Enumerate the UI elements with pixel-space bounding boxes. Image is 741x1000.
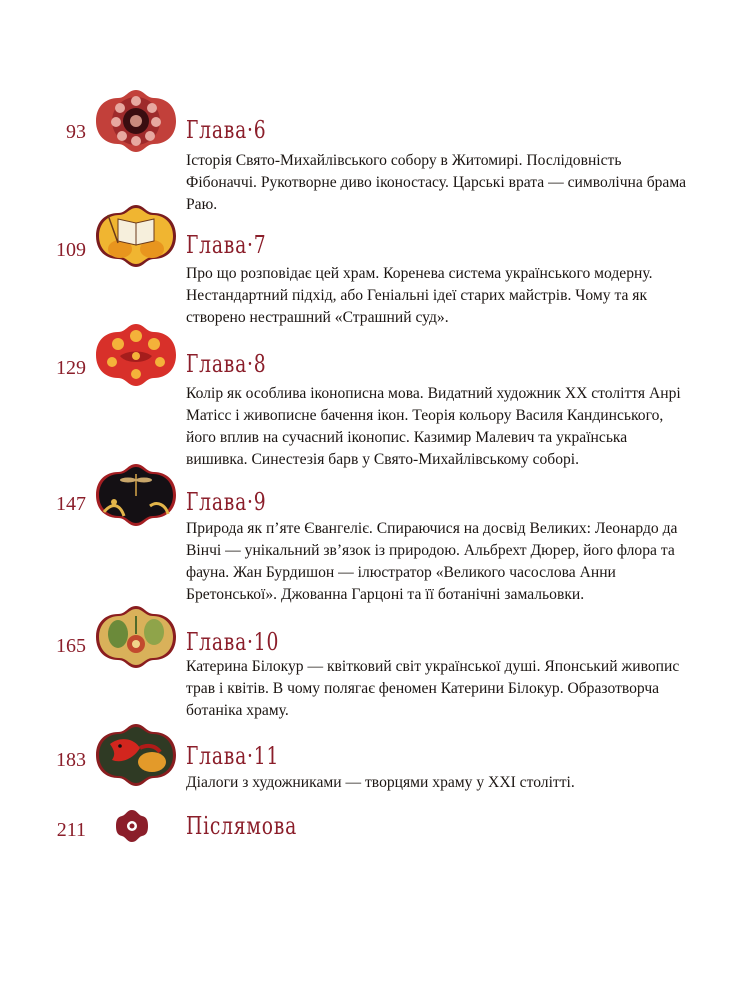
chapter-description: Історія Свято-Михайлівського собору в Житомирі. Послідовність Фібоначчі. Рукотворне диво іконостасу. Царські врата — символічна брама Раю.	[186, 152, 687, 213]
chapter-description: Про що розповідає цей храм. Коренева система українського модерну. Нестандартний підхід, або Геніальні ідеї старих майстрів. Чому та як створено нестрашний «Страшний суд».	[186, 265, 653, 326]
page-number: 93	[66, 121, 86, 143]
botanical-emblem-icon	[94, 604, 178, 670]
chapter-description: Катерина Білокур — квітковий світ української душі. Японський живопис трав і квітів. В чому полягає феномен Катерини Білокур. Образотворча ботаніка храму.	[186, 658, 680, 719]
chapter-heading: Глава·6	[186, 116, 267, 144]
open-book-emblem-icon	[94, 203, 178, 269]
chapter-heading: Глава·10	[186, 628, 280, 656]
chapter-description: Діалоги з художниками — творцями храму у ХХІ столітті.	[186, 774, 575, 791]
chapter-description: Колір як особлива іконописна мова. Видатний художник ХХ століття Анрі Матісс і живописне бачення ікон. Теорія кольору Василя Кандинського, його вплив на сучасний іконопис. Казимир Малевич та українська вишивка. Синестезія барв у Свято-Михайлівському соборі.	[186, 385, 681, 468]
chapter-heading: Глава·9	[186, 488, 267, 516]
page-number: 129	[56, 357, 86, 379]
red-bird-emblem-icon	[94, 722, 178, 788]
red-ornament-emblem-icon	[94, 322, 178, 388]
chapter-heading: Глава·8	[186, 350, 267, 378]
page-number: 183	[56, 749, 86, 771]
small-quatrefoil-icon	[114, 808, 150, 844]
dragonfly-emblem-icon	[94, 462, 178, 528]
chapter-heading: Глава·11	[186, 742, 280, 770]
mandala-flower-emblem-icon	[94, 88, 178, 154]
page-number: 211	[56, 819, 86, 841]
page-number: 165	[56, 635, 86, 657]
page-number: 109	[56, 239, 86, 261]
page-number: 147	[56, 493, 86, 515]
chapter-heading: Глава·7	[186, 231, 267, 259]
chapter-description: Природа як п’яте Євангеліє. Спираючися на досвід Великих: Леонардо да Вінчі — унікальний зв’язок із природою. Альбрехт Дюрер, його флора та фауна. Жан Бурдишон — ілюстратор «Великого часослова Анни Бретонської». Джованна Гарцоні та її ботанічні замальовки.	[186, 520, 678, 603]
chapter-heading: Післямова	[186, 812, 298, 840]
